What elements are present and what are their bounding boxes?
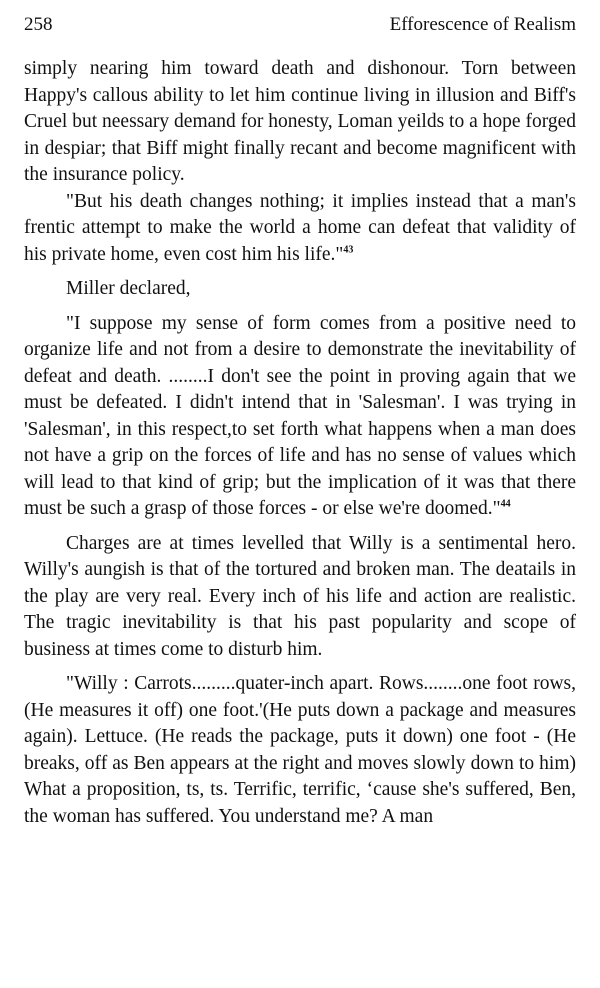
body-text [24,56,576,830]
paragraph: Charges are at times levelled that Willy is a sentimental hero. Willy's aungish is that of the tortured and broken man. The deatails in the play are very real. Every inch of his life and action are realistic. The tragic inevitability is that his past popularity and scope of business at times come to disturb him. [24,532,576,660]
page-header [24,12,576,38]
footnote-marker: 44 [500,498,511,510]
paragraph: simply nearing him toward death and dishonour. Torn between Happy's callous ability to let him continue living in illusion and Biff's Cruel but neessary demand for honesty, Loman yeilds to a hope forged in despiar; that Biff might finally recant and become magnificent with the insurance policy. [24,58,576,185]
footnote-marker: 43 [343,244,354,255]
running-title: Efforescence of Realism [389,14,576,35]
quotation-paragraph: "I suppose my sense of form comes from a positive need to organize life and not from a desire to demonstrate the inevitability of defeat and death. ........I don't see the point in proving again that we must be defeated. I didn't intend that in 'Salesman'. I was trying in 'Salesman', in this respect,to set forth what happens when a man does not have a grip on the forces of life and has no sense of values which will lead to that kind of grip; but the implication of it was that there must be such a grasp of those forces - or else we're doomed."$^{44}$ [24,312,576,519]
quotation-paragraph: "Willy : Carrots.........quater-inch apart. Rows........one foot rows, (He measures it off) one foot.'(He puts down a package and measures again). Lettuce. (He reads the package, puts it down) one foot - (He breaks, off as Ben appears at the right and moves slowly down to him) What a proposition, ts, ts. Terrific, terrific, ‘cause she's suffered, Ben, the woman has suffered. You understand me? A man [24,673,576,827]
quotation-paragraph: "But his death changes nothing; it implies instead that a man's frentic attempt to make the world a home can defeat that validity of his private home, even cost him his life."$^{43}$ [24,190,576,265]
book-page [24,12,576,830]
page-number: 258 [24,14,53,35]
paragraph: Miller declared, [66,278,191,299]
